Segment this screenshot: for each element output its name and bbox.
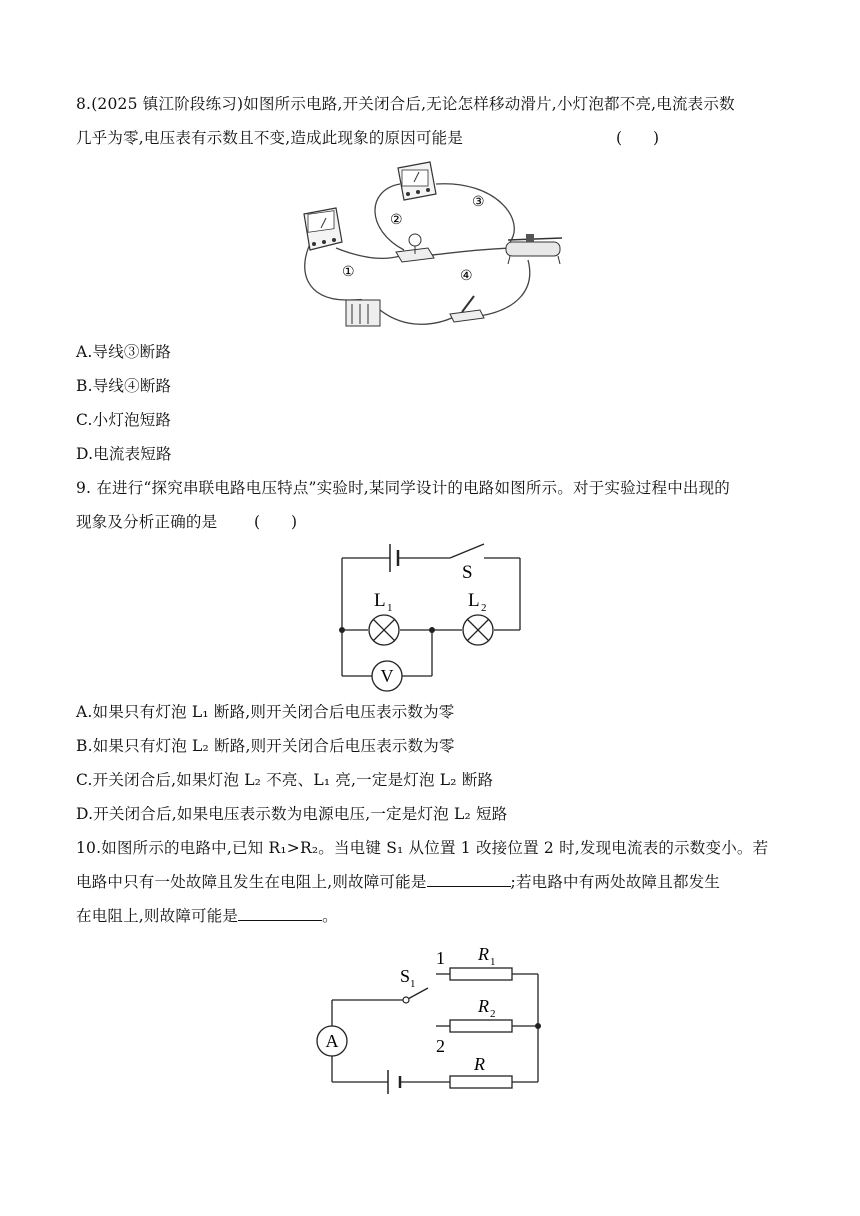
q9-circuit-figure bbox=[330, 540, 530, 694]
r2-subscript: 2 bbox=[490, 1008, 496, 1020]
switch-device bbox=[450, 296, 484, 322]
position-2-label: 2 bbox=[436, 1036, 445, 1056]
q9-option-b: B.如果只有灯泡 L₂ 断路,则开关闭合后电压表示数为零 bbox=[76, 737, 455, 755]
switch-subscript: 1 bbox=[410, 978, 416, 990]
l1-subscript: 1 bbox=[387, 602, 393, 614]
position-1-label: 1 bbox=[436, 948, 445, 968]
q9-stem-line2: 现象及分析正确的是 bbox=[76, 513, 218, 531]
q9-answer-bracket: ( ) bbox=[254, 513, 298, 531]
r1-subscript: 1 bbox=[490, 956, 496, 968]
voltmeter-device bbox=[398, 162, 436, 200]
q8-answer-bracket: ( ) bbox=[616, 129, 660, 147]
r1-label: R bbox=[478, 944, 489, 964]
q10-stem-line3 bbox=[76, 906, 338, 926]
q10-stem-line2 bbox=[76, 872, 720, 892]
voltmeter-label: V bbox=[380, 666, 394, 686]
q10-circuit-figure bbox=[316, 940, 552, 1106]
q9-option-d: D.开关闭合后,如果电压表示数为电源电压,一定是灯泡 L₂ 短路 bbox=[76, 805, 508, 823]
q8-option-a: A.导线③断路 bbox=[76, 343, 172, 361]
q9-stem-line1: 9. 在进行“探究串联电路电压特点”实验时,某同学设计的电路如图所示。对于实验过程中出现的 bbox=[76, 479, 730, 497]
q10-line3-text-a: 在电阻上,则故障可能是 bbox=[76, 907, 239, 925]
lamp-l1-symbol bbox=[369, 615, 399, 645]
q10-answer-blank-1[interactable] bbox=[427, 872, 511, 887]
ammeter-device bbox=[304, 208, 342, 250]
r2-label: R bbox=[478, 996, 489, 1016]
battery-device bbox=[346, 300, 380, 326]
l2-label: L bbox=[468, 590, 480, 611]
r-label: R bbox=[474, 1054, 485, 1074]
rheostat-device bbox=[506, 234, 562, 264]
switch-label: S bbox=[400, 966, 411, 986]
q8-option-b: B.导线④断路 bbox=[76, 377, 172, 395]
q10-line2-text-a: 电路中只有一处故障且发生在电阻上,则故障可能是 bbox=[76, 873, 427, 891]
q9-option-a: A.如果只有灯泡 L₁ 断路,则开关闭合后电压表示数为零 bbox=[76, 703, 455, 721]
wire-4 bbox=[480, 260, 530, 316]
wire-3-label: ③ bbox=[472, 195, 485, 210]
wire-4-label: ④ bbox=[460, 269, 473, 284]
resistor-r2-symbol bbox=[450, 1020, 512, 1032]
q8-circuit-figure bbox=[296, 160, 576, 332]
switch-label: S bbox=[462, 562, 473, 583]
resistor-r-symbol bbox=[450, 1076, 512, 1088]
q8-option-c: C.小灯泡短路 bbox=[76, 411, 172, 429]
q10-line3-text-b: 。 bbox=[322, 907, 338, 925]
q8-stem-line2: 几乎为零,电压表有示数且不变,造成此现象的原因可能是 bbox=[76, 129, 464, 147]
switch-pivot bbox=[403, 997, 409, 1003]
wire-3 bbox=[436, 184, 514, 242]
lamp-l2-symbol bbox=[463, 615, 493, 645]
wire-1-label: ① bbox=[342, 265, 355, 280]
q10-line2-text-b: ;若电路中有两处故障且都发生 bbox=[510, 873, 721, 891]
q10-answer-blank-2[interactable] bbox=[238, 906, 322, 921]
q8-stem-line1: 8.(2025 镇江阶段练习)如图所示电路,开关闭合后,无论怎样移动滑片,小灯泡都不亮,电流表示数 bbox=[76, 95, 735, 113]
wire-2-label: ② bbox=[390, 213, 403, 228]
resistor-r1-symbol bbox=[450, 968, 512, 980]
q8-option-d: D.电流表短路 bbox=[76, 445, 172, 463]
q10-stem-line1: 10.如图所示的电路中,已知 R₁>R₂。当电键 S₁ 从位置 1 改接位置 2 时,发现电流表的示数变小。若 bbox=[76, 839, 769, 857]
ammeter-label: A bbox=[325, 1031, 339, 1051]
l1-label: L bbox=[374, 590, 386, 611]
l2-subscript: 2 bbox=[481, 602, 487, 614]
q9-option-c: C.开关闭合后,如果灯泡 L₂ 不亮、L₁ 亮,一定是灯泡 L₂ 断路 bbox=[76, 771, 494, 789]
